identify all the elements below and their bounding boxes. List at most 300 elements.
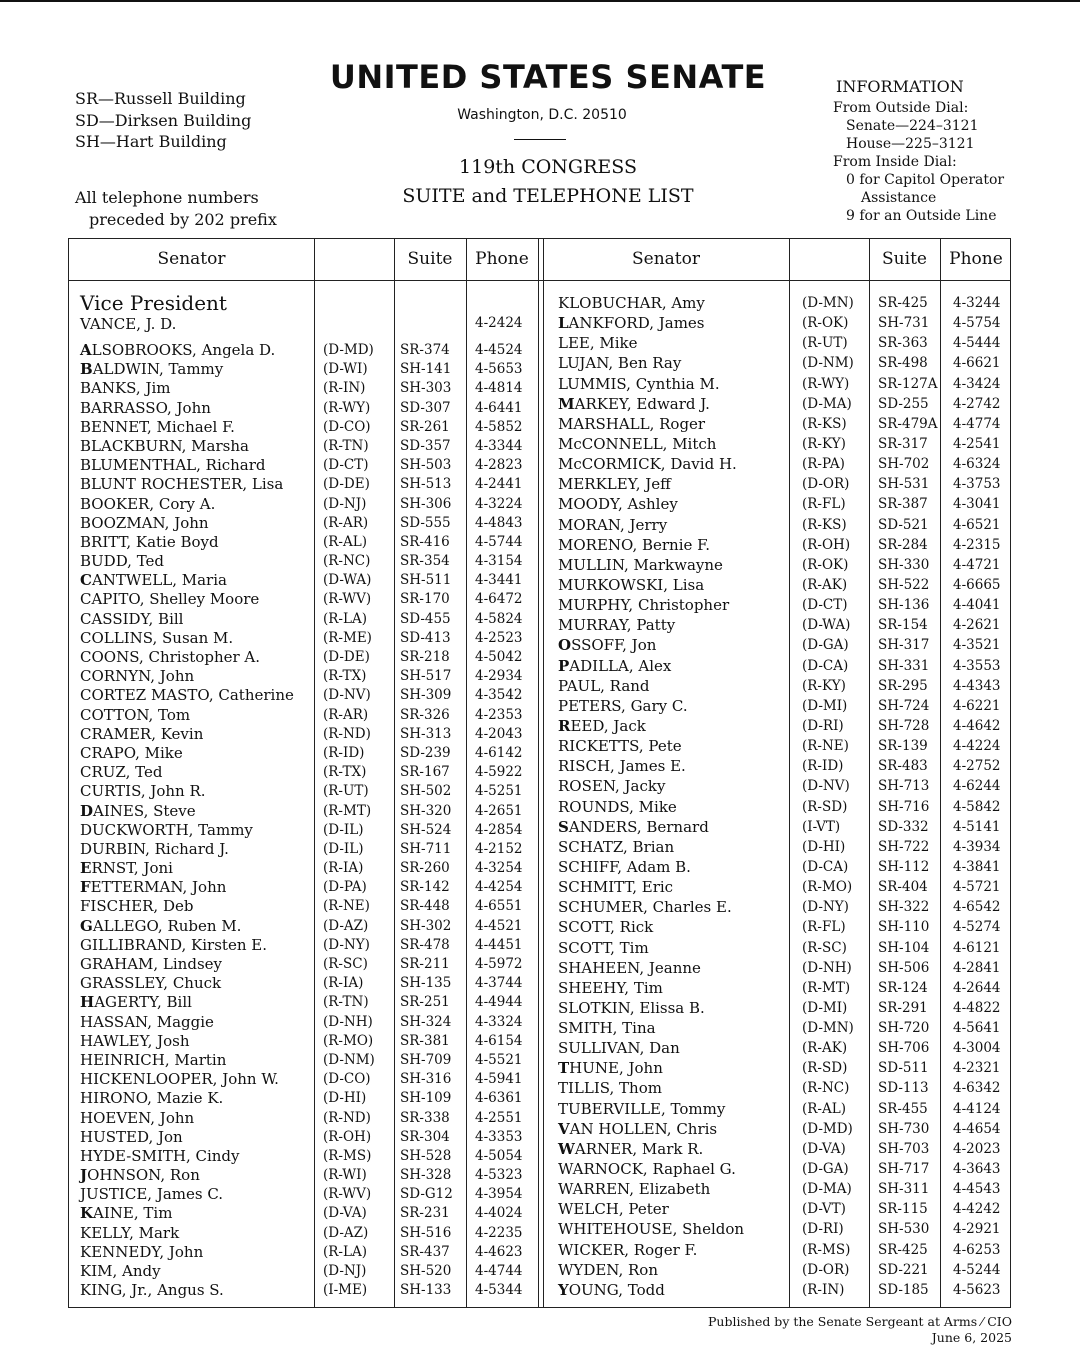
senator-name-rest: BRITT, Katie Boyd bbox=[80, 532, 219, 551]
senator-name-rest: HUNE, John bbox=[569, 1059, 663, 1078]
senator-name bbox=[80, 1224, 179, 1242]
senator-row bbox=[80, 744, 536, 763]
senator-phone: 4-5852 bbox=[475, 418, 523, 435]
senator-suite: SR-354 bbox=[400, 553, 450, 570]
senator-suite: SH-506 bbox=[878, 959, 930, 976]
senator-name bbox=[80, 552, 164, 570]
senator-row bbox=[558, 314, 1010, 334]
senator-name-rest: MURKOWSKI, Lisa bbox=[558, 575, 705, 594]
building-sd: SD—Dirksen Building bbox=[75, 110, 252, 130]
senator-suite: SD-221 bbox=[878, 1261, 929, 1278]
senator-name-rest: LUJAN, Ben Ray bbox=[558, 354, 682, 373]
senator-party: (R-PA) bbox=[802, 456, 845, 473]
senator-row bbox=[558, 1039, 1010, 1059]
senator-name-rest: AN HOLLEN, Chris bbox=[569, 1119, 718, 1138]
senator-suite: SD-455 bbox=[400, 610, 451, 627]
senator-party: (R-WV) bbox=[323, 591, 372, 608]
column-rule bbox=[543, 239, 544, 1307]
senator-party: (R-KS) bbox=[802, 415, 847, 432]
senator-suite: SR-317 bbox=[878, 435, 928, 452]
senator-phone: 4-4254 bbox=[475, 879, 523, 896]
senator-name bbox=[558, 636, 656, 654]
senator-party: (D-MA) bbox=[802, 1181, 852, 1198]
senator-row bbox=[80, 1013, 536, 1032]
senator-row bbox=[80, 648, 536, 667]
senator-suite: SR-260 bbox=[400, 860, 450, 877]
senator-name bbox=[558, 858, 691, 876]
senator-name bbox=[558, 1281, 665, 1299]
senator-phone: 4-3441 bbox=[475, 572, 523, 589]
senator-name-rest: CORTEZ MASTO, Catherine bbox=[80, 686, 294, 705]
senator-name-rest: SHEEHY, Tim bbox=[558, 978, 663, 997]
congress-heading bbox=[340, 153, 756, 211]
senator-name-rest: JUSTICE, James C. bbox=[80, 1185, 224, 1204]
senator-party: (D-NV) bbox=[802, 778, 850, 795]
info-operator: 0 for Capitol Operator bbox=[846, 172, 1005, 188]
senator-suite: SD-555 bbox=[400, 514, 451, 531]
senator-party: (D-WA) bbox=[802, 617, 851, 634]
senator-name bbox=[80, 840, 229, 858]
senator-phone: 4-3041 bbox=[953, 496, 1001, 513]
senator-suite: SR-304 bbox=[400, 1128, 450, 1145]
senator-row bbox=[80, 437, 536, 456]
senator-name bbox=[558, 838, 674, 856]
senator-suite: SR-211 bbox=[400, 956, 450, 972]
senator-party: (D-IL) bbox=[323, 840, 364, 857]
senator-suite: SD-357 bbox=[400, 437, 451, 454]
senator-phone: 4-2321 bbox=[953, 1060, 1001, 1077]
senator-name bbox=[80, 629, 233, 647]
senator-name bbox=[80, 1204, 172, 1222]
senator-row bbox=[80, 1281, 536, 1300]
senator-name bbox=[558, 616, 675, 634]
senator-name bbox=[80, 1166, 200, 1184]
senator-party: (D-MI) bbox=[802, 999, 848, 1016]
senator-row bbox=[558, 395, 1010, 415]
list-title: SUITE and TELEPHONE LIST bbox=[402, 185, 694, 207]
senator-name bbox=[558, 959, 701, 977]
senator-party: (R-OK) bbox=[802, 556, 849, 573]
senator-phone: 4-2934 bbox=[475, 668, 523, 685]
senator-name bbox=[558, 1120, 717, 1138]
senator-party: (R-AR) bbox=[323, 706, 369, 723]
senator-row bbox=[80, 552, 536, 571]
footer-publisher: Published by the Senate Sergeant at Arms ⁄ CIO bbox=[708, 1314, 1012, 1329]
senator-suite: SH-309 bbox=[400, 687, 452, 704]
senator-row bbox=[80, 590, 536, 609]
senator-suite: SH-717 bbox=[878, 1161, 930, 1178]
senator-suite: SR-338 bbox=[400, 1109, 450, 1126]
info-inside-label: From Inside Dial: bbox=[833, 154, 957, 170]
senator-party: (R-ID) bbox=[323, 744, 365, 761]
senator-phone: 4-4654 bbox=[953, 1120, 1001, 1137]
senator-name bbox=[558, 455, 737, 473]
senator-phone: 4-6142 bbox=[475, 744, 523, 761]
alpha-initial: M bbox=[558, 394, 575, 413]
senator-suite: SH-503 bbox=[400, 457, 452, 474]
senator-suite: SH-317 bbox=[878, 637, 930, 654]
senator-name bbox=[558, 979, 663, 997]
info-house-number: House—225–3121 bbox=[846, 136, 975, 152]
senator-phone: 4-2315 bbox=[953, 536, 1001, 553]
senator-name-rest: ARNER, Mark R. bbox=[574, 1139, 704, 1158]
senator-party: (R-AR) bbox=[323, 514, 369, 531]
senator-phone: 4-4623 bbox=[475, 1243, 523, 1260]
senator-suite: SD-113 bbox=[878, 1080, 929, 1097]
senator-name bbox=[80, 514, 209, 532]
senator-suite: SR-115 bbox=[878, 1201, 928, 1218]
senator-phone: 4-6121 bbox=[953, 939, 1001, 956]
senator-row bbox=[80, 686, 536, 705]
senator-suite: SR-218 bbox=[400, 649, 450, 665]
senator-name-rest: TUBERVILLE, Tommy bbox=[558, 1099, 726, 1118]
senator-row bbox=[558, 717, 1010, 737]
vice-president-phone: 4-2424 bbox=[475, 315, 523, 331]
senator-party: (R-TN) bbox=[323, 994, 369, 1011]
senator-phone: 4-4944 bbox=[475, 994, 523, 1011]
senator-row bbox=[558, 616, 1010, 636]
senator-row bbox=[558, 536, 1010, 556]
senator-party: (D-HI) bbox=[802, 838, 846, 855]
senator-name bbox=[558, 294, 705, 312]
senator-row bbox=[558, 999, 1010, 1019]
senator-phone: 4-6542 bbox=[953, 899, 1001, 916]
senator-name-rest: BENNET, Michael F. bbox=[80, 417, 235, 436]
senator-suite: SR-124 bbox=[878, 979, 928, 996]
senator-phone: 4-4642 bbox=[953, 717, 1001, 734]
senator-name-rest: WELCH, Peter bbox=[558, 1200, 669, 1219]
senator-row bbox=[80, 514, 536, 533]
senator-suite: SR-326 bbox=[400, 706, 450, 723]
senator-party: (R-AK) bbox=[802, 1040, 848, 1057]
senator-phone: 4-5941 bbox=[475, 1071, 523, 1088]
senator-suite: SH-720 bbox=[878, 1020, 930, 1037]
senator-suite: SH-136 bbox=[878, 597, 930, 614]
senator-suite: SR-498 bbox=[878, 355, 928, 372]
senator-party: (D-NV) bbox=[323, 687, 371, 704]
senator-phone: 4-2353 bbox=[475, 706, 523, 723]
senator-name-rest: CURTIS, John R. bbox=[80, 782, 206, 801]
senator-suite: SR-448 bbox=[400, 898, 450, 915]
senator-name bbox=[80, 360, 223, 378]
senator-row bbox=[558, 939, 1010, 959]
header-senator-2: Senator bbox=[632, 249, 700, 269]
senator-suite: SR-437 bbox=[400, 1243, 450, 1260]
senator-row bbox=[80, 955, 536, 974]
senator-party: (R-UT) bbox=[323, 783, 369, 800]
senator-name-rest: RISCH, James E. bbox=[558, 757, 686, 776]
senator-name-rest: SCHATZ, Brian bbox=[558, 837, 675, 856]
senator-name-rest: KELLY, Mark bbox=[80, 1223, 180, 1242]
senator-name bbox=[558, 717, 646, 735]
senator-row bbox=[80, 917, 536, 936]
column-rule bbox=[538, 239, 539, 1307]
senator-name-rest: MERKLEY, Jeff bbox=[558, 475, 671, 494]
senator-suite: SR-231 bbox=[400, 1205, 450, 1222]
senator-name-rest: ANKFORD, James bbox=[568, 314, 705, 333]
senator-name bbox=[80, 706, 190, 724]
alpha-initial: E bbox=[80, 859, 92, 878]
senator-name bbox=[558, 918, 653, 936]
senator-party: (D-VA) bbox=[802, 1140, 846, 1157]
senator-party: (R-NC) bbox=[323, 553, 371, 570]
senator-suite: SH-522 bbox=[878, 576, 930, 593]
senator-name-rest: McCONNELL, Mitch bbox=[558, 434, 717, 453]
senator-suite: SH-141 bbox=[400, 361, 452, 378]
senator-phone: 4-3643 bbox=[953, 1161, 1001, 1178]
senator-party: (D-CA) bbox=[802, 858, 849, 875]
senator-name-rest: OUNG, Todd bbox=[568, 1280, 665, 1299]
senator-phone: 4-5344 bbox=[475, 1282, 523, 1299]
senator-party: (D-NJ) bbox=[323, 495, 367, 512]
senator-party: (R-ID) bbox=[802, 758, 844, 775]
senator-suite: SH-306 bbox=[400, 495, 452, 512]
senator-name bbox=[80, 475, 283, 493]
senator-suite: SD-185 bbox=[878, 1281, 929, 1298]
congress-number: 119th CONGRESS bbox=[459, 156, 637, 178]
senator-party: (D-NY) bbox=[323, 936, 370, 953]
senator-party: (R-NE) bbox=[802, 738, 849, 755]
senator-phone: 4-4343 bbox=[953, 677, 1001, 694]
senator-row bbox=[80, 1166, 536, 1185]
senator-row bbox=[558, 636, 1010, 656]
senator-phone: 4-2621 bbox=[953, 617, 1001, 634]
senator-party: (R-UT) bbox=[802, 335, 848, 352]
senator-party: (D-AZ) bbox=[323, 1224, 369, 1241]
senator-name bbox=[558, 1039, 680, 1057]
senator-party: (R-WV) bbox=[323, 1186, 372, 1203]
senator-name bbox=[80, 1013, 214, 1031]
senator-name-rest: AINE, Tim bbox=[93, 1204, 173, 1223]
info-heading: INFORMATION bbox=[836, 77, 964, 96]
senator-name bbox=[80, 802, 196, 820]
alpha-initial: L bbox=[558, 314, 569, 333]
senator-suite: SR-387 bbox=[878, 496, 928, 513]
senator-name-rest: PETERS, Gary C. bbox=[558, 696, 688, 715]
senator-phone: 4-4814 bbox=[475, 380, 523, 397]
senator-row bbox=[558, 798, 1010, 818]
senator-party: (D-WA) bbox=[323, 572, 372, 589]
senator-phone: 4-4242 bbox=[953, 1201, 1001, 1218]
senator-phone: 4-2742 bbox=[953, 395, 1001, 412]
senator-row bbox=[558, 596, 1010, 616]
senator-name-rest: ALLEGO, Ruben M. bbox=[92, 916, 242, 935]
senator-name bbox=[558, 898, 732, 916]
senator-party: (R-MO) bbox=[802, 879, 853, 896]
senator-name-rest: BLUMENTHAL, Richard bbox=[80, 456, 266, 475]
senator-name-rest: CAPITO, Shelley Moore bbox=[80, 590, 260, 609]
senator-row bbox=[558, 1019, 1010, 1039]
senator-row bbox=[80, 706, 536, 725]
senator-suite: SR-483 bbox=[878, 758, 928, 775]
senator-name bbox=[80, 1070, 279, 1088]
senator-phone: 4-3553 bbox=[953, 657, 1001, 674]
senator-name bbox=[558, 1100, 725, 1118]
senator-row bbox=[558, 1180, 1010, 1200]
senator-phone: 4-2023 bbox=[953, 1140, 1001, 1157]
senator-row bbox=[80, 840, 536, 859]
senator-name-rest: AINES, Steve bbox=[93, 801, 196, 820]
senator-name bbox=[80, 495, 215, 513]
senator-table bbox=[68, 238, 1011, 1308]
senator-row bbox=[80, 974, 536, 993]
senator-suite: SD-332 bbox=[878, 818, 929, 835]
senator-party: (D-RI) bbox=[802, 717, 844, 734]
senator-name bbox=[558, 1160, 736, 1178]
senator-party: (R-SD) bbox=[802, 798, 848, 815]
top-rule bbox=[0, 0, 1080, 2]
senator-phone: 4-5653 bbox=[475, 361, 523, 378]
senator-name-rest: HAWLEY, Josh bbox=[80, 1031, 190, 1050]
senator-name-rest: ROSEN, Jacky bbox=[558, 777, 666, 796]
senator-phone: 4-4543 bbox=[953, 1181, 1001, 1198]
senator-name-rest: RICKETTS, Pete bbox=[558, 737, 682, 756]
senator-suite: SR-170 bbox=[400, 591, 450, 608]
senator-party: (R-WY) bbox=[323, 399, 371, 416]
senator-party: (R-IA) bbox=[323, 860, 364, 877]
senator-name-rest: MORENO, Bernie F. bbox=[558, 535, 710, 554]
senator-name bbox=[80, 1032, 190, 1050]
senator-name bbox=[558, 757, 686, 775]
alpha-initial: J bbox=[80, 1166, 88, 1185]
senator-phone: 4-6361 bbox=[475, 1090, 523, 1107]
senator-column-right bbox=[558, 294, 1010, 1301]
senator-phone: 4-6551 bbox=[475, 898, 523, 915]
senator-row bbox=[558, 1281, 1010, 1301]
senator-name bbox=[558, 657, 671, 675]
senator-name-rest: EED, Jack bbox=[570, 716, 646, 735]
senator-name bbox=[80, 456, 266, 474]
senator-suite: SR-479A bbox=[878, 415, 938, 432]
senator-party: (D-CT) bbox=[323, 457, 369, 474]
title-divider bbox=[514, 139, 566, 140]
alpha-initial: R bbox=[558, 716, 571, 735]
senator-row bbox=[558, 294, 1010, 314]
alpha-initial: B bbox=[80, 360, 93, 379]
senator-name-rest: SCOTT, Tim bbox=[558, 938, 649, 957]
senator-row bbox=[80, 1147, 536, 1166]
senator-row bbox=[80, 1224, 536, 1243]
senator-name bbox=[80, 725, 203, 743]
senator-name bbox=[558, 878, 673, 896]
senator-row bbox=[558, 1220, 1010, 1240]
senator-name-rest: HUSTED, Jon bbox=[80, 1127, 183, 1146]
senator-row bbox=[80, 993, 536, 1012]
senator-name bbox=[80, 686, 294, 704]
senator-phone: 4-4451 bbox=[475, 936, 523, 953]
senator-suite: SR-142 bbox=[400, 879, 450, 896]
senator-phone: 4-3244 bbox=[953, 295, 1001, 311]
senator-phone: 4-6621 bbox=[953, 355, 1001, 372]
senator-party: (D-VA) bbox=[323, 1205, 367, 1222]
senator-name-rest: HASSAN, Maggie bbox=[80, 1012, 214, 1031]
senator-phone: 4-6441 bbox=[475, 399, 523, 416]
senator-phone: 4-6253 bbox=[953, 1241, 1001, 1258]
senator-name-rest: DUCKWORTH, Tammy bbox=[80, 820, 253, 839]
senator-name-rest: CORNYN, John bbox=[80, 667, 195, 686]
senator-suite: SH-330 bbox=[878, 556, 930, 573]
senator-suite: SH-511 bbox=[400, 572, 452, 589]
senator-name bbox=[80, 1128, 183, 1146]
senator-row bbox=[80, 763, 536, 782]
senator-suite: SH-303 bbox=[400, 380, 452, 397]
info-outside-line: 9 for an Outside Line bbox=[846, 208, 997, 224]
senator-party: (D-MD) bbox=[323, 342, 374, 358]
senator-party: (D-AZ) bbox=[323, 917, 369, 934]
senator-suite: SH-112 bbox=[878, 858, 930, 875]
senator-name bbox=[80, 648, 260, 666]
senator-row bbox=[80, 667, 536, 686]
alpha-initial: S bbox=[558, 817, 569, 836]
senator-phone: 4-3954 bbox=[475, 1186, 523, 1203]
senator-phone: 4-2841 bbox=[953, 959, 1001, 976]
senator-name-rest: CASSIDY, Bill bbox=[80, 609, 184, 628]
senator-party: (R-FL) bbox=[802, 496, 846, 513]
senator-name-rest: LSOBROOKS, Angela D. bbox=[91, 341, 276, 359]
senator-row bbox=[80, 1262, 536, 1281]
senator-name-rest: LEE, Mike bbox=[558, 334, 638, 353]
senator-suite: SR-374 bbox=[400, 342, 450, 358]
senator-phone: 4-5244 bbox=[953, 1261, 1001, 1278]
senator-name-rest: GRASSLEY, Chuck bbox=[80, 974, 222, 993]
senator-name bbox=[80, 1243, 203, 1261]
senator-phone: 4-3344 bbox=[475, 437, 523, 454]
senator-row bbox=[558, 898, 1010, 918]
senator-suite: SH-730 bbox=[878, 1120, 930, 1137]
senator-phone: 4-5972 bbox=[475, 956, 523, 972]
senator-party: (D-WI) bbox=[323, 361, 368, 378]
senator-row bbox=[558, 1160, 1010, 1180]
senator-phone: 4-3934 bbox=[953, 838, 1001, 855]
senator-phone: 4-6324 bbox=[953, 456, 1001, 473]
senator-suite: SH-322 bbox=[878, 899, 930, 916]
senator-row bbox=[80, 1089, 536, 1108]
senator-name-rest: ROUNDS, Mike bbox=[558, 797, 677, 816]
senator-name-rest: ANTWELL, Maria bbox=[91, 571, 227, 590]
senator-party: (R-NC) bbox=[802, 1080, 850, 1097]
senator-name bbox=[80, 571, 227, 589]
senator-phone: 4-6154 bbox=[475, 1032, 523, 1049]
senator-party: (R-MT) bbox=[323, 802, 372, 819]
senator-row bbox=[80, 418, 536, 437]
senator-suite: SR-381 bbox=[400, 1032, 450, 1049]
alpha-initial: Y bbox=[558, 1280, 569, 1299]
senator-party: (I-ME) bbox=[323, 1282, 368, 1299]
senator-row bbox=[80, 897, 536, 916]
senator-party: (R-OK) bbox=[802, 315, 849, 332]
senator-suite: SH-513 bbox=[400, 476, 452, 493]
senator-name bbox=[80, 1281, 224, 1299]
senator-name-rest: COTTON, Tom bbox=[80, 705, 191, 724]
senator-name bbox=[80, 859, 173, 877]
senator-suite: SH-516 bbox=[400, 1224, 452, 1241]
senator-name-rest: SHAHEEN, Jeanne bbox=[558, 958, 701, 977]
senator-phone: 4-5521 bbox=[475, 1051, 523, 1068]
alpha-initial: T bbox=[558, 1059, 570, 1078]
senator-row bbox=[558, 556, 1010, 576]
senator-row bbox=[80, 936, 536, 955]
senator-party: (R-MS) bbox=[323, 1147, 372, 1164]
senator-party: (R-KY) bbox=[802, 435, 846, 452]
senator-phone: 4-3154 bbox=[475, 553, 523, 570]
senator-party: (R-SC) bbox=[802, 939, 847, 956]
senator-name-rest: CRUZ, Ted bbox=[80, 763, 163, 782]
senator-name bbox=[80, 1262, 161, 1280]
senator-suite: SR-251 bbox=[400, 994, 450, 1011]
senator-party: (R-NE) bbox=[323, 898, 370, 915]
senator-name-rest: HIRONO, Mazie K. bbox=[80, 1089, 224, 1108]
senator-row bbox=[558, 1059, 1010, 1079]
